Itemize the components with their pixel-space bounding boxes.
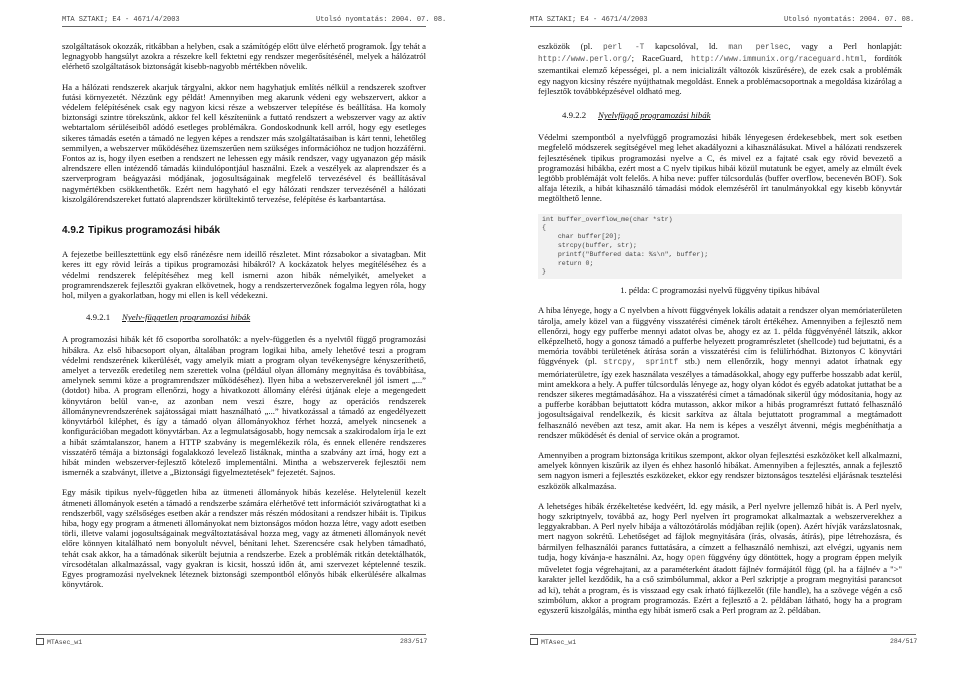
paragraph: Védelmi szempontból a nyelvfüggő programozási hibák lényegesen érdekesebbek, mert sok esetben megfelelő módszerek segítségével meg lehet akadályozni a kihasználásukat. Mivel a hálózati rendszerek fejlesztésének tipikus programozási nyelve a C, és mivel ez a fajtaté csak egy rövid bevezető a programozási hibákba, ezért most a C nyelv tipikus hibái közül mutatunk be egyet, amely az elmúlt évek legtöbb problémáját volt felelős. A hiba neve: puffer túlcsordulás (buffer overflow, becenevén BOF). Sok alfaja létezik, a hibát kihasználó támadási módok elemzésérõl írt tanulmányokkal egy kisebb könyvtár megtölthető lenne.	[538, 132, 902, 204]
header-doc-id: MTA SZTAKI; E4 - 4671/4/2003	[62, 16, 180, 24]
header-print-date: Utolsó nyomtatás: 2004. 07. 08.	[316, 16, 447, 24]
subsection-heading	[562, 110, 902, 120]
paragraph: szolgáltatások okozzák, ritkábban a helyben, csak a számítógép előtt ülve elérhető programok. Így tehát a legnagyobb hangsúlyt azokra a részekre kell fektetni egy rendszer megerősítésénél, melyek a hálózatról elérhető szolgáltatások biztonságát kisebb-nagyobb mértékben növelik.	[62, 41, 426, 72]
paragraph: Ha a hálózati rendszerek akarjuk tárgyalni, akkor nem hagyhatjuk említés nélkül a rendszerek szoftver futási környezetét. Nézzünk egy példát! Amennyiben meg akarunk védeni egy webszervert, akkor a védelem felépítésének csak egy nagyon kicsi része a webszerver telepítése és beállítása. Ha komoly biztonsági szintre törekszünk, akkor fel kell készítenünk a futtató rendszert a webszerver vagy az aktív webtartalom sérüléseiből adódó esetleges problémákra. Gondoskodnunk kell arról, hogy egy esetleges sikeres támadás esetén a támadó ne legyen képes a rendszer más szolgáltatásaiban is kárt tenni, lehetőleg semmilyen, a webszerver működéséhez üzemszerűen nem szükséges információhoz ne tudjon hozzáférni. Fontos az is, hogy ilyen esetben a rendszert ne lehessen egy másik rendszer, vagy ugyanazon gép másik alrendszere ellen intézendő támadás kiindulópontjául használni. Ezek a veszélyek az alaprendszer és a szerverprogram beágyazási módjának, jogosultságainak megfelelő tervezésével és beállításával nagymértékben csökkenthetők. Ezért nem hagyható el egy hálózati rendszer tervezésénél a hálózati kiszolgálórendszereket futtató alaprendszer körültekintő tervezése, felépítése és karbantartása.	[62, 81, 426, 204]
footer-rule	[36, 634, 426, 635]
subsection-number: 4.9.2.1	[86, 312, 111, 323]
document-icon	[530, 638, 538, 645]
footer-page-number: 284/517	[890, 638, 918, 645]
subsection-title: Nyelvfüggő programozási hibák	[598, 110, 711, 121]
header-doc-id: MTA SZTAKI; E4 - 4671/4/2003	[530, 16, 648, 24]
footer-rule	[530, 634, 916, 635]
section-heading	[62, 226, 426, 236]
document-icon	[36, 638, 44, 645]
header-rule	[530, 26, 902, 27]
code-block: int buffer_overflow_me(char *str) { char buffer[20]; strcpy(buffer, str); printf("Buffered data: %s\n", buffer); return 0; }	[538, 214, 902, 280]
right-page	[480, 0, 960, 674]
paragraph: A lehetséges hibák érzékeltetése kedvéért, ld. egy másik, a Perl nyelvre jellemző hibát is. A Perl nyelv, hogy szkriptnyelv, továbbá az, hogy Perl nyelven írt programokat alkalmaztak a webszerverekhez a leggyakrabban. A Perl nyelv hibája a változótárolás módjában rejlik (open). Azért hívják varázslatosnak, mert nagyon sokrétű. Lehetőséget ad fájlok megnyitására (írás, olvasás, átírás), pipe létrehozásra, és bármilyen felhasználói parancs futtatására, a címzett a felhasználó nemhiszi, azt elvégzi, ugyanis nem tudja, hogy kívánja-e használni. Az, hogy open függvény úgy döntöttek, hogy a program éppen melyik műveletet fogja végrehajtani, az a paraméterként átadott fájlnév formájától függ (pl. ha a fájlnév a ">" karakter jellel kezdődik, ha a cső szimbólummal, akkor a Perl szkriptje a program megnyitási parancsot ad ki), tehát a program, és is visszaad egy csak írható fájlkezelőt (file handle), ha a szövege végén a cső szimbólum, akkor a program programozás. Ezért a fejlesztő a 2. példában látható, hogy ha a program egyszerű kiszolgálás, mintha egy hibát ismerő csak a Perl program az 2. példában.	[538, 500, 902, 615]
subsection-title: Nyelv-független programozási hibák	[122, 312, 251, 323]
paragraph: Egy másik tipikus nyelv-független hiba az ütmeneti állományok hibás kezelése. Helytelenül kezelt átmeneti állományok esetén a támadó a rendszerbe számára elérhetővé tett információt szivárogtathat ki a rendszerből, vagy szélsőséges esetben akár a rendszer más részén módosítani a rendszer hibáit is. Tipikus hiba, hogy egy program a átmeneti állományokat nem biztonságos módon hozza létre, vagy adott esetben törli, illetve valami jogosultságainak megváltoztatásával hozza meg, vagy az átmeneti állományok nevét előre könnyen kitalálható nem bonyolult névvel, bénítani lehet. Szerencsére csak helyben támadható, tehát csak akkor, ha a támadónak sikerült bejutnia a rendszerbe. Ezek a problémák ritkán detektálhatók, vírcsodétalan alkalmazással, vagy gyakran is kicsit, hosszú időn át, ami szervezet képtelenné teszik. Egyes programozási nyelveknek léteznek biztonsági szempontból előnyös hibák elkerülésére alkalmas könyvtárok.	[62, 487, 426, 590]
section-title: Tipikus programozási hibák	[88, 225, 221, 237]
paragraph: A hiba lényege, hogy a C nyelvben a hívott függvények lokális adatait a rendszer olyan memóriaterületen tárolja, amely közel van a függvény visszatérési címének tárolt értékéhez. Amennyiben a fejlesztő nem ellenőrzi, hogy egy pufferbe mennyi adatot olvas be, ahogy ez az 1. példa függvényénél látszik, akkor elképzelhető, hogy a gonosz támadó a pufferbe helyezett programrészletet (shellcode) tud bejuttatni, és a memória további területének átírása során a visszatérési cím is felülírhódhat. Biztonyos C könyvtári függvények (pl. strcpy, sprintf stb.) nem ellenőrzik, hogy mennyi adatot írhatnak egy memóriaterületre, így ezek használata veszélyes a támadásokkal, ahogy egy pufferbe hosszabb adat kerül, mint amekkora a hely. A puffer túlcsordulás lényege az, hogy olyan kódot és egyéb adatokat juttathat be a rendszer sikeres megtámadásához. Ha a visszatérési címet a támadónak sikerül úgy módosítania, hogy az a pufferbe korábban bejuttatott kódra mutasson, akkor mikor a hibás programrészt futtató felhasználó jogosultságaival rendelkezik, és kicsit sarkítva az általa bejuttatott programmal a megtámadott felhasználó nevében azt tesz, amit akar. Ha nem is képes a veszélyt átvenni, mégis megbéníthatja a rendszer működését és denial of service okán a programot.	[538, 305, 902, 440]
header-rule	[62, 26, 426, 27]
footer-file: MTAsec_w1	[530, 638, 576, 646]
paragraph: Amennyiben a program biztonsága kritikus szempont, akkor olyan fejlesztési eszközöket kell alkalmazni, amelyek könnyen kiszűrik az ilyen és ehhez hasonló hibákat. Amennyiben a fejlesztés, annak a fejlesztő sem nagyon ismeri a fejlesztés eszközeket, ekkor egy rendszer biztonságos tesztelési eljárásnak tesztelési eszközök alkalmazása.	[538, 450, 902, 491]
footer-page-number: 283/517	[400, 638, 428, 645]
paragraph: A programozási hibák két fő csoportba sorolhatók: a nyelv-független és a nyelvtől függő programozási hibákra. Az első hibacsoport olyan, általában program logikai hiba, amely lehetővé teszi a program védelmi rendszerének kikerülését, vagy amelyik miatt a program olyan tevékenységre kényszeríthető, amelyet a tervezők eredetileg nem szerettek volna (például olyan állomány megnyitása és továbbítása, amelynek semmi köze a programrendszer működéséhez). Ilyen hiba a webszervereknél jól ismert „...” (dotdot) hiba. A program ellenőrzi, hogy a hivatkozott állomány elérési útjának eleje a megengedett könyvtáron belül van-e, az azonban nem veszi észre, hogy az operációs rendszerek állománynevrendszerének sajátosságai miatt használható „...” hivatkozással a támadó az engedélyezett könyvtárból kiléphet, és így a támadó olyan állományokhoz férhet hozzá, amelyek nincsenek a konfigurációban megadott könyvtárban. Az a legmulatságosabb, hogy nemcsak a szakirodalom írja le ezt a hibát számtalanszor, hanem a HTTP szabvány is megemlékezik róla, és ennek ellenére rendszeres visszatérő témája a biztonsági fogalakkozó levelező listáknak, mintha a szabvány azt írná, hogy ezt a hibát minden webszerver-fejlesztő kötelező implementálni. Mintha a webszerverek fejlesztői nem ismernék a szabványt, illetve a „Biztonsági figyelmeztetések” fejezetét. Sajnos.	[62, 334, 426, 478]
section-number: 4.9.2	[62, 225, 85, 237]
subsection-number: 4.9.2.2	[562, 110, 587, 121]
paragraph: eszközök (pl. perl -T kapcsolóval, ld. man perlsec, vagy a Perl honlapját: http://www.perl.org/; RaceGuard, http://www.immunix.org/raceguard.html, fordítók szemantikai elemző képességei, pl. a nem inicializált változók kiszűrésére), de ezek csak a problémák egy nagyon kicsiny részére nyújthatnak megoldást. Ennek a problémacsoportnak a megoldása kizárólag a fejlesztők továbbképzésével oldható meg.	[538, 41, 903, 96]
paragraph: A fejezetbe beillesztettünk egy első ránézésre nem ideillő részletet. Mint rózsabokor a sivatagban. Mit keres itt egy rövid leírás a tipikus programozási hibákról? A kockázatok helyes megítéléséhez és a védelmi rendszerek felépítéséhez meg kell ismerni azon hibák némelyikét, amelyeket a programrendszerek fejlesztői gyakran elkövetnek, hogy a rendszertervezőnek fogalma legyen róla, hogy hol, milyen a gyakorlatban, hogy mi ellen is kell védekezni.	[62, 249, 426, 301]
subsection-heading	[86, 312, 426, 322]
footer-file: MTAsec_w1	[36, 638, 82, 646]
code-caption: 1. példa: C programozási nyelvű függvény tipikus hibával	[620, 285, 820, 296]
right-body	[538, 41, 902, 625]
header-print-date: Utolsó nyomtatás: 2004. 07. 08.	[784, 16, 915, 24]
left-body	[62, 41, 426, 599]
